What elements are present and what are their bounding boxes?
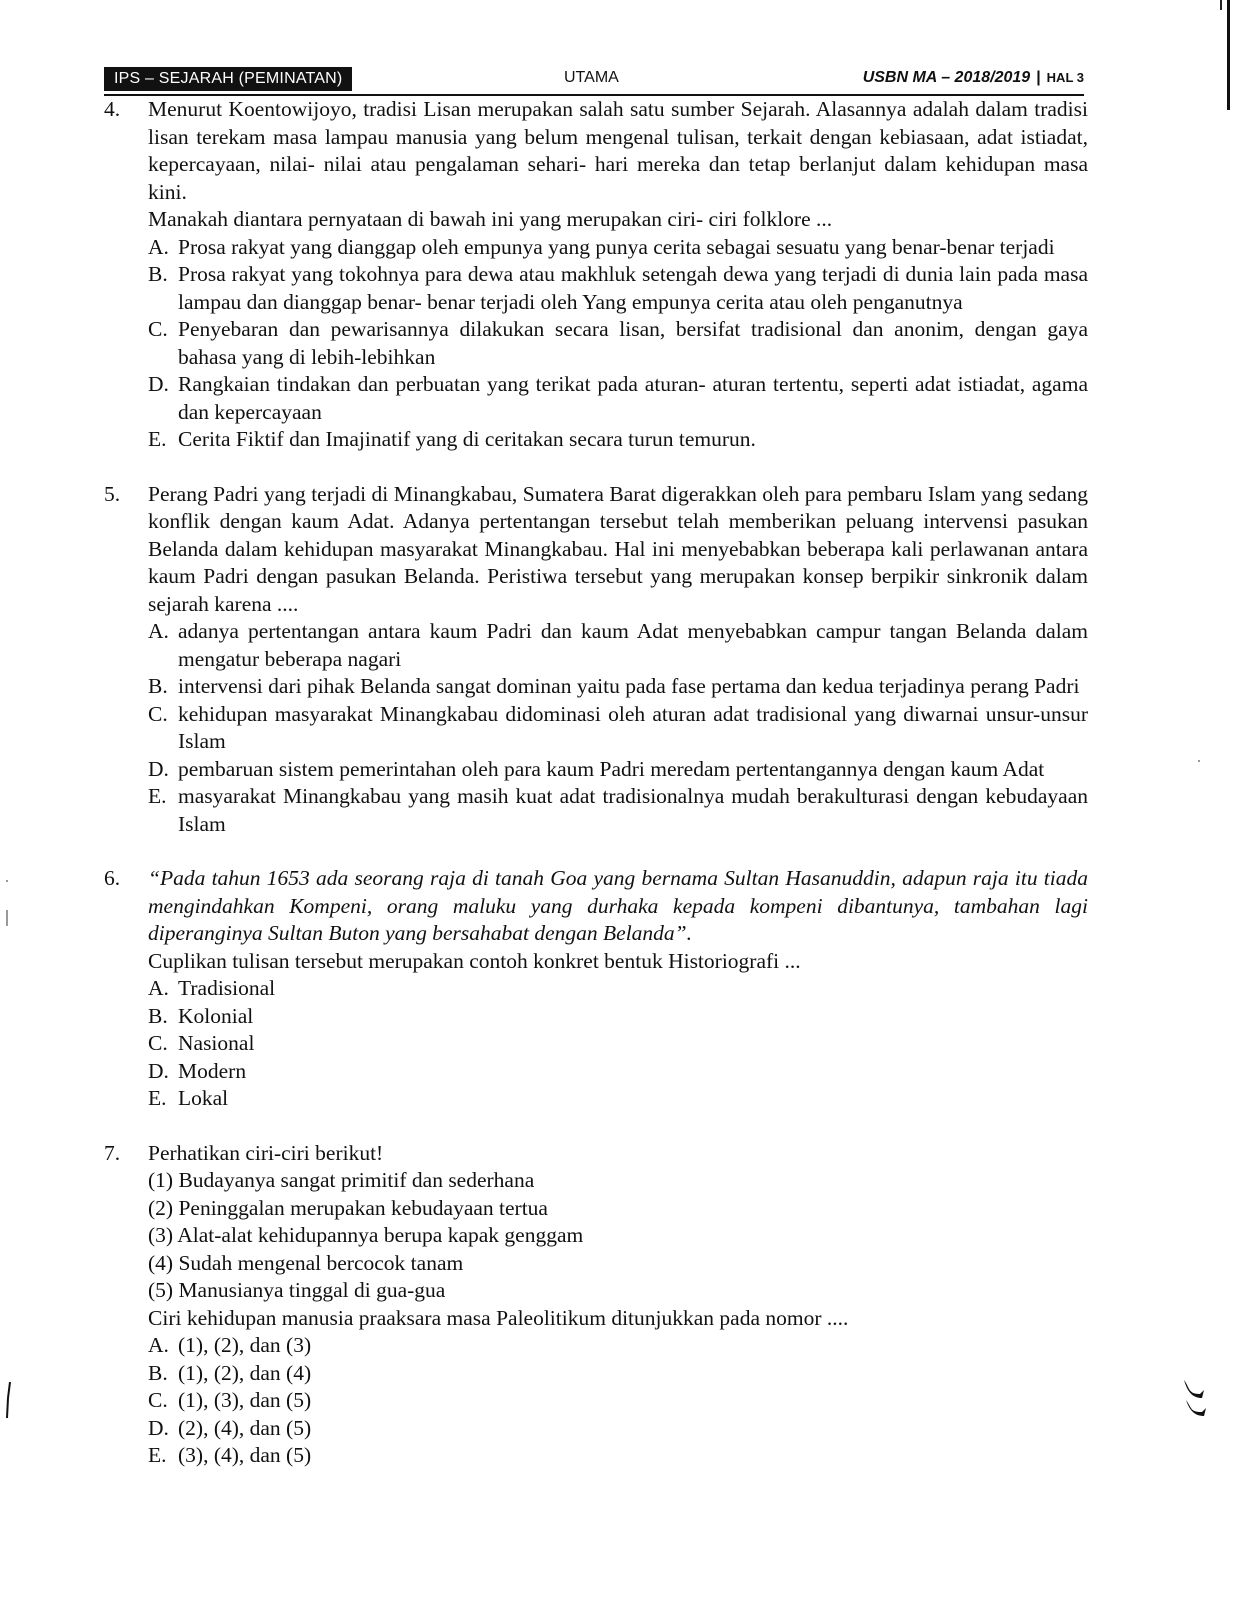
option-text: Nasional xyxy=(178,1031,255,1055)
option-letter: D. xyxy=(148,1058,169,1083)
option-text: pembaruan sistem pemerintahan oleh para kaum Padri meredam pertentangannya dengan kaum Adat xyxy=(178,756,1045,781)
statement-3: (3) Alat-alat kehidupannya berupa kapak genggam xyxy=(148,1223,584,1247)
question-4 xyxy=(104,96,1088,454)
option-b[interactable] xyxy=(148,1003,1088,1031)
option-c[interactable] xyxy=(148,1387,1088,1415)
question-number: 4. xyxy=(104,97,121,121)
question-number: 7. xyxy=(104,1140,121,1165)
option-d[interactable] xyxy=(148,1415,1088,1443)
option-letter: B. xyxy=(148,262,168,286)
scanned-page-edge xyxy=(1227,0,1230,110)
handwritten-mark-icon xyxy=(1180,1378,1210,1418)
subject-label: IPS – SEJARAH (PEMINATAN) xyxy=(104,67,352,91)
option-letter: C. xyxy=(148,1031,168,1055)
exam-type-label: UTAMA xyxy=(564,69,619,86)
option-letter: D. xyxy=(148,756,169,781)
option-letter: B. xyxy=(148,1360,168,1385)
option-b[interactable] xyxy=(148,673,1088,701)
option-letter: A. xyxy=(148,619,169,643)
question-stem: Menurut Koentowijoyo, tradisi Lisan merupakan salah satu sumber Sejarah. Alasannya adalah dalam tradisi lisan terekam masa lampau manusia yang belum mengenal tulisan, terkait dengan kebiasaan, adat istiadat, kepercayaan, nilai- nilai atau pengalaman sehari- hari mereka dan tetap berlanjut dalam kehidupan masa kini. xyxy=(148,97,1088,204)
option-b[interactable] xyxy=(148,261,1088,316)
answer-options xyxy=(148,975,1088,1113)
question-5 xyxy=(104,481,1088,839)
statement-1: (1) Budayanya sangat primitif dan sederhana xyxy=(148,1168,535,1192)
option-letter: E. xyxy=(148,1086,167,1110)
option-text: (2), (4), dan (5) xyxy=(178,1415,312,1440)
option-e[interactable] xyxy=(148,426,1088,454)
option-text: Prosa rakyat yang tokohnya para dewa atau makhluk setengah dewa yang terjadi di dunia lain pada masa lampau dan dianggap benar- benar terjadi oleh Yang empunya cerita atau oleh penganutnya xyxy=(178,262,1088,314)
question-prompt: Ciri kehidupan manusia praaksara masa Paleolitikum ditunjukkan pada nomor .... xyxy=(148,1305,849,1330)
option-letter: A. xyxy=(148,1333,169,1357)
question-prompt: Cuplikan tulisan tersebut merupakan contoh konkret bentuk Historiografi ... xyxy=(148,948,801,973)
option-text: (1), (3), dan (5) xyxy=(178,1388,312,1412)
option-text: Tradisional xyxy=(178,976,276,1000)
option-c[interactable] xyxy=(148,701,1088,756)
statement-2: (2) Peninggalan merupakan kebudayaan tertua xyxy=(148,1195,548,1220)
option-letter: B. xyxy=(148,1003,168,1028)
option-text: intervensi dari pihak Belanda sangat dominan yaitu pada fase pertama dan kedua terjadinya perang Padri xyxy=(178,674,1080,698)
option-text: (1), (2), dan (3) xyxy=(178,1333,312,1357)
option-letter: D. xyxy=(148,372,169,396)
option-letter: A. xyxy=(148,234,169,259)
option-b[interactable] xyxy=(148,1360,1088,1388)
handwritten-tick-icon xyxy=(4,1380,14,1420)
question-number: 5. xyxy=(104,481,121,506)
answer-options xyxy=(148,234,1088,454)
option-letter: B. xyxy=(148,674,168,698)
question-stem: Perang Padri yang terjadi di Minangkabau, Sumatera Barat digerakkan oleh para pembaru Islam yang sedang konflik dengan kaum Adat. Adanya pertentangan tersebut telah memberikan peluang intervensi pasukan Belanda dalam kehidupan masyarakat Minangkabau. Hal ini menyebabkan beberapa kali perlawanan antara kaum Padri dengan pasukan Belanda. Peristiwa tersebut yang merupakan konsep berpikir sinkronik dalam sejarah karena .... xyxy=(148,481,1088,616)
option-c[interactable] xyxy=(148,1030,1088,1058)
option-text: kehidupan masyarakat Minangkabau didominasi oleh aturan adat tradisional yang diwarnai unsur-unsur Islam xyxy=(178,701,1088,753)
option-e[interactable] xyxy=(148,1085,1088,1113)
question-intro: Perhatikan ciri-ciri berikut! xyxy=(148,1140,384,1165)
question-7 xyxy=(104,1140,1088,1470)
option-a[interactable] xyxy=(148,618,1088,673)
question-number: 6. xyxy=(104,866,121,890)
option-text: adanya pertentangan antara kaum Padri dan kaum Adat menyebabkan campur tangan Belanda dalam mengatur beberapa nagari xyxy=(178,619,1088,671)
statement-4: (4) Sudah mengenal bercocok tanam xyxy=(148,1250,464,1275)
option-letter: E. xyxy=(148,1443,167,1467)
header-separator: | xyxy=(1036,69,1041,86)
answer-options xyxy=(148,618,1088,838)
option-a[interactable] xyxy=(148,975,1088,1003)
option-text: (1), (2), dan (4) xyxy=(178,1360,312,1385)
scan-speck xyxy=(6,880,8,882)
option-d[interactable] xyxy=(148,756,1088,784)
option-d[interactable] xyxy=(148,371,1088,426)
option-text: Modern xyxy=(178,1058,247,1083)
page-header xyxy=(104,66,1084,96)
option-text: masyarakat Minangkabau yang masih kuat adat tradisionalnya mudah berakulturasi dengan kebudayaan Islam xyxy=(178,784,1088,836)
scan-speck xyxy=(1198,760,1200,762)
option-c[interactable] xyxy=(148,316,1088,371)
statement-list xyxy=(148,1167,1088,1305)
option-text: Penyebaran dan pewarisannya dilakukan secara lisan, bersifat tradisional dan anonim, dengan gaya bahasa yang di lebih-lebihkan xyxy=(178,317,1088,369)
option-e[interactable] xyxy=(148,1442,1088,1470)
answer-options xyxy=(148,1332,1088,1470)
option-a[interactable] xyxy=(148,1332,1088,1360)
question-prompt: Manakah diantara pernyataan di bawah ini yang merupakan ciri- ciri folklore ... xyxy=(148,207,833,231)
option-letter: E. xyxy=(148,427,167,451)
option-d[interactable] xyxy=(148,1058,1088,1086)
option-text: Prosa rakyat yang dianggap oleh empunya yang punya cerita sebagai sesuatu yang benar-benar terjadi xyxy=(178,234,1055,259)
option-letter: A. xyxy=(148,976,169,1000)
option-text: Lokal xyxy=(178,1086,229,1110)
option-text: Rangkaian tindakan dan perbuatan yang terikat pada aturan- aturan tertentu, seperti adat istiadat, agama dan kepercayaan xyxy=(178,372,1088,424)
statement-5: (5) Manusianya tinggal di gua-gua xyxy=(148,1278,446,1302)
option-letter: E. xyxy=(148,784,167,808)
exam-content xyxy=(104,96,1088,1470)
exam-info xyxy=(863,69,1084,87)
option-letter: C. xyxy=(148,317,168,341)
question-6 xyxy=(104,865,1088,1113)
option-e[interactable] xyxy=(148,783,1088,838)
option-text: Kolonial xyxy=(178,1003,254,1028)
option-letter: C. xyxy=(148,701,168,726)
option-text: (3), (4), dan (5) xyxy=(178,1443,312,1467)
historical-quote: “Pada tahun 1653 ada seorang raja di tanah Goa yang bernama Sultan Hasanuddin, adapun raja itu tiada mengindahkan Kompeni, orang maluku yang durhaka kepada kompeni dibantunya, tambahan lagi diperanginya Sultan Buton yang bersahabat dengan Belanda”. xyxy=(148,866,1088,945)
page-number: HAL 3 xyxy=(1046,70,1084,85)
option-letter: C. xyxy=(148,1388,168,1412)
scanned-page-edge-mark xyxy=(1220,0,1222,10)
option-text: Cerita Fiktif dan Imajinatif yang di ceritakan secara turun temurun. xyxy=(178,427,756,451)
scan-speck xyxy=(6,910,8,926)
exam-name: USBN MA – 2018/2019 xyxy=(862,69,1031,86)
option-a[interactable] xyxy=(148,234,1088,262)
option-letter: D. xyxy=(148,1415,169,1440)
